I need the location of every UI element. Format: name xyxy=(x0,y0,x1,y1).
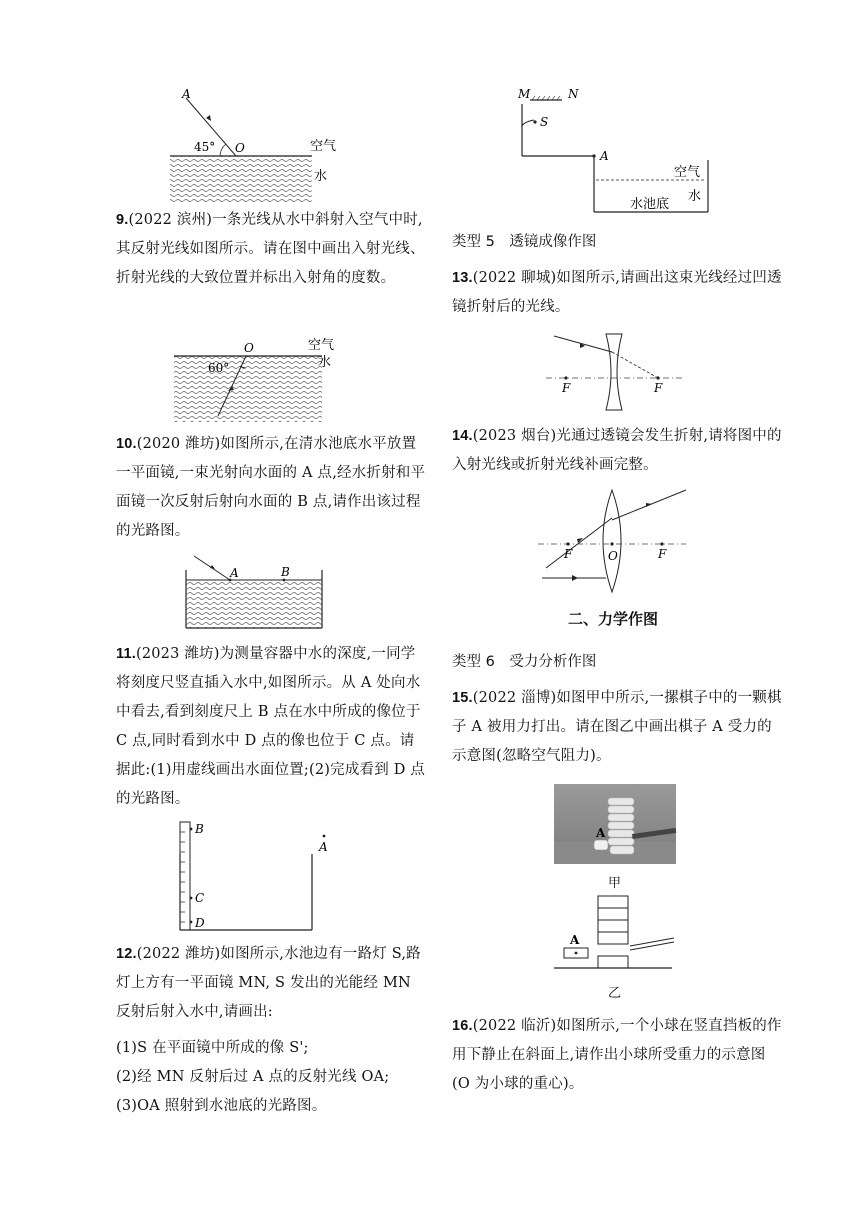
q15-source: (2022 淄博) xyxy=(472,690,557,706)
fig15-diagram-label-A: A xyxy=(570,933,580,947)
figure-q9 xyxy=(168,88,348,208)
question-10 xyxy=(116,430,428,546)
question-12 xyxy=(116,940,428,1027)
figure-q12 xyxy=(514,86,714,216)
fig10top-angle: 60° xyxy=(208,361,230,375)
fig12-label-A: A xyxy=(600,149,609,163)
fig12-air: 空气 xyxy=(674,165,701,180)
question-16 xyxy=(452,1012,782,1099)
fig11-label-C: C xyxy=(195,891,205,905)
q9-number: 9. xyxy=(116,212,129,228)
fig12-water: 水 xyxy=(688,189,702,204)
question-11 xyxy=(116,640,428,814)
question-14 xyxy=(452,422,782,480)
q16-text: 如图所示,一个小球在竖直挡板的作用下静止在斜面上,请作出小球所受重力的示意图(O 为小球的重心)。 xyxy=(452,1018,782,1092)
figure-q15-diagram xyxy=(554,892,684,976)
type6-heading: 类型 6 受力分析作图 xyxy=(452,654,597,670)
q9-text: 一条光线从水中斜射入空气中时,其反射光线如图所示。请在图中画出入射光线、折射光线的大致位置并标出入射角的度数。 xyxy=(116,212,425,286)
fig10-label-B: B xyxy=(281,565,290,579)
q15-text: 如图甲中所示,一摞棋子中的一颗棋子 A 被用力打出。请在图乙中画出棋子 A 受力的示意图(忽略空气阻力)。 xyxy=(452,690,782,764)
q12-number: 12. xyxy=(116,946,137,962)
q10-text: 如图所示,在清水池底水平放置一平面镜,一束光射向水面的 A 点,经水折射和平面镜一次反射后射向水面的 B 点,请作出该过程的光路图。 xyxy=(116,436,426,539)
fig9-air: 空气 xyxy=(310,139,337,154)
q12-text: 如图所示,水池边有一路灯 S,路灯上方有一平面镜 MN, S 发出的光能经 MN 反射后射入水中,请画出: xyxy=(116,946,421,1020)
figure-q14 xyxy=(538,488,698,594)
fig14-label-F2: F xyxy=(658,547,667,561)
fig13-label-F1: F xyxy=(562,381,571,395)
figure-q11 xyxy=(176,818,336,932)
fig12-label-N: N xyxy=(568,87,579,101)
figure-q13 xyxy=(546,330,686,414)
q11-source: (2023 潍坊) xyxy=(135,646,220,662)
fig9-label-A: A xyxy=(182,87,191,101)
fig9-angle: 45° xyxy=(194,140,216,154)
q9-source: (2022 滨州) xyxy=(128,212,213,228)
figure-q10 xyxy=(180,556,330,632)
fig15-photo-label-A: A xyxy=(596,826,606,840)
figure-q15-photo xyxy=(554,784,676,864)
fig14-label-F1: F xyxy=(564,547,573,561)
q10-source: (2020 潍坊) xyxy=(136,436,221,452)
q12-item-1: (1)S 在平面镜中所成的像 S'; xyxy=(116,1040,309,1056)
q10-number: 10. xyxy=(116,436,137,452)
fig14-label-O: O xyxy=(608,549,618,563)
q16-number: 16. xyxy=(452,1018,473,1034)
q13-source: (2022 聊城) xyxy=(472,270,557,286)
fig9-water: 水 xyxy=(314,169,328,184)
fig11-label-A: A xyxy=(319,840,328,854)
q14-source: (2023 烟台) xyxy=(472,428,557,444)
q14-number: 14. xyxy=(452,428,473,444)
fig9-label-O: O xyxy=(235,141,245,155)
q12-item-2: (2)经 MN 反射后过 A 点的反射光线 OA; xyxy=(116,1069,390,1085)
fig15-caption-2: 乙 xyxy=(608,986,622,1001)
q15-number: 15. xyxy=(452,690,473,706)
type5-heading: 类型 5 透镜成像作图 xyxy=(452,234,597,250)
fig10top-air: 空气 xyxy=(308,338,335,353)
q16-source: (2022 临沂) xyxy=(472,1018,557,1034)
question-13 xyxy=(452,264,782,322)
q13-number: 13. xyxy=(452,270,473,286)
section-2-heading: 二、力学作图 xyxy=(568,610,659,628)
q12-source: (2022 潍坊) xyxy=(136,946,221,962)
q11-number: 11. xyxy=(116,646,136,662)
q13-text: 如图所示,请画出这束光线经过凹透镜折射后的光线。 xyxy=(452,270,782,315)
fig12-label-S: S xyxy=(540,115,549,129)
fig11-label-B: B xyxy=(195,822,204,836)
fig12-label-M: M xyxy=(518,87,531,101)
q11-text: 为测量容器中水的深度,一同学将刻度尺竖直插入水中,如图所示。从 A 处向水中看去,看到刻度尺上 B 点在水中所成的像位于 C 点,同时看到水中 D 点的像也位于 C 点。请据此:(1)用虚线画出水面位置;(2)完成看到 D 点的光路图。 xyxy=(116,646,426,807)
question-15 xyxy=(452,684,782,771)
fig10top-water: 水 xyxy=(318,355,332,370)
fig11-label-D: D xyxy=(195,916,205,930)
figure-q10-top xyxy=(174,340,354,422)
fig15-caption-1: 甲 xyxy=(608,876,622,891)
question-9 xyxy=(116,206,428,293)
fig10top-label-O: O xyxy=(244,341,254,355)
fig13-label-F2: F xyxy=(654,381,663,395)
q14-text: 光通过透镜会发生折射,请将图中的入射光线或折射光线补画完整。 xyxy=(452,428,782,473)
fig12-bottom: 水池底 xyxy=(630,197,670,212)
q12-item-3: (3)OA 照射到水池底的光路图。 xyxy=(116,1098,327,1114)
fig10-label-A: A xyxy=(230,566,239,580)
